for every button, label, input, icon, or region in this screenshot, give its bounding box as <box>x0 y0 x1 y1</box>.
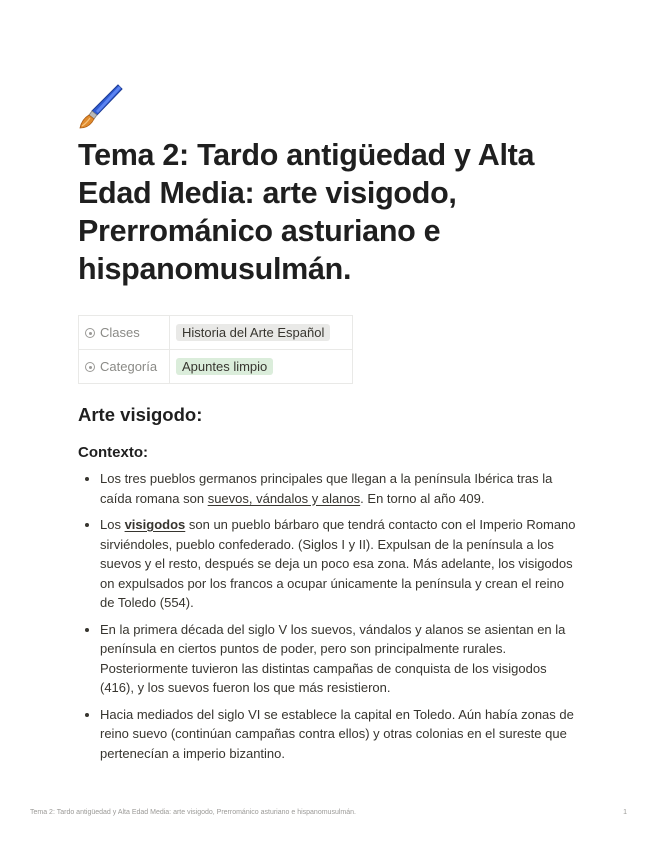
property-key-label: Clases <box>100 325 140 340</box>
property-tag: Historia del Arte Español <box>176 324 330 341</box>
list-item <box>100 620 578 698</box>
bullet-text: En la primera década del siglo V los suevos, vándalos y alanos se asientan en la península en ciertos puntos de poder, pero son principalmente rurales. Posteriormente tuvieron las distintas campañas de conquista de los visigodos (416), y los suevos fueron los que más resistieron. <box>100 621 566 695</box>
footer-title: Tema 2: Tardo antigüedad y Alta Edad Media: arte visigodo, Prerrománico asturiano e hispanomusulmán. <box>30 809 356 816</box>
properties-table <box>78 315 353 384</box>
bullet-text: son un pueblo bárbaro que tendrá contacto con el Imperio Romano sirviéndoles, pueblo confederado. (Siglos I y II). Expulsan de la península a los suevos y el resto, después se deja un poco esa zona. Más adelante, los visigodos on expulsados por los francos a ocupar únicamente la península y crean el reino de Toledo (554). <box>100 517 576 610</box>
bullet-text: . En torno al año 409. <box>360 490 485 506</box>
property-key <box>79 350 170 384</box>
property-key-label: Categoría <box>100 359 158 374</box>
page-footer <box>30 809 627 816</box>
subsection-heading: Contexto: <box>78 444 148 461</box>
underlined-text: suevos, vándalos y alanos <box>207 490 361 506</box>
property-row-clases[interactable] <box>79 316 353 350</box>
bullet-text: Hacia mediados del siglo VI se establece la capital en Toledo. Aún había zonas de reino suevo (continúan campañas contra ellos) y otras colonias en el sureste que pertenecían a imperio bizantino. <box>100 706 574 761</box>
bold-underlined-text: visigodos <box>124 517 186 532</box>
list-item <box>100 469 578 508</box>
property-tag: Apuntes limpio <box>176 358 273 375</box>
page-number: 1 <box>623 809 627 816</box>
list-item <box>100 705 578 764</box>
section-heading: Arte visigodo: <box>78 404 203 425</box>
page-title: Tema 2: Tardo antigüedad y Alta Edad Media: arte visigodo, Prerrománico asturiano e hispanomusulmán. <box>78 138 535 286</box>
list-item <box>100 515 578 613</box>
property-key <box>79 316 170 350</box>
bullet-list <box>78 469 578 763</box>
page-content <box>78 82 578 770</box>
bullet-text: Los <box>100 517 125 532</box>
property-value[interactable] <box>170 316 353 350</box>
select-property-icon <box>85 328 95 338</box>
select-property-icon <box>85 362 95 372</box>
property-value[interactable] <box>170 350 353 384</box>
property-row-categoria[interactable] <box>79 350 353 384</box>
bullet-text: Los tres pueblos germanos principales que llegan a la península Ibérica tras la caída romana son <box>100 471 553 506</box>
paintbrush-icon <box>78 82 124 130</box>
